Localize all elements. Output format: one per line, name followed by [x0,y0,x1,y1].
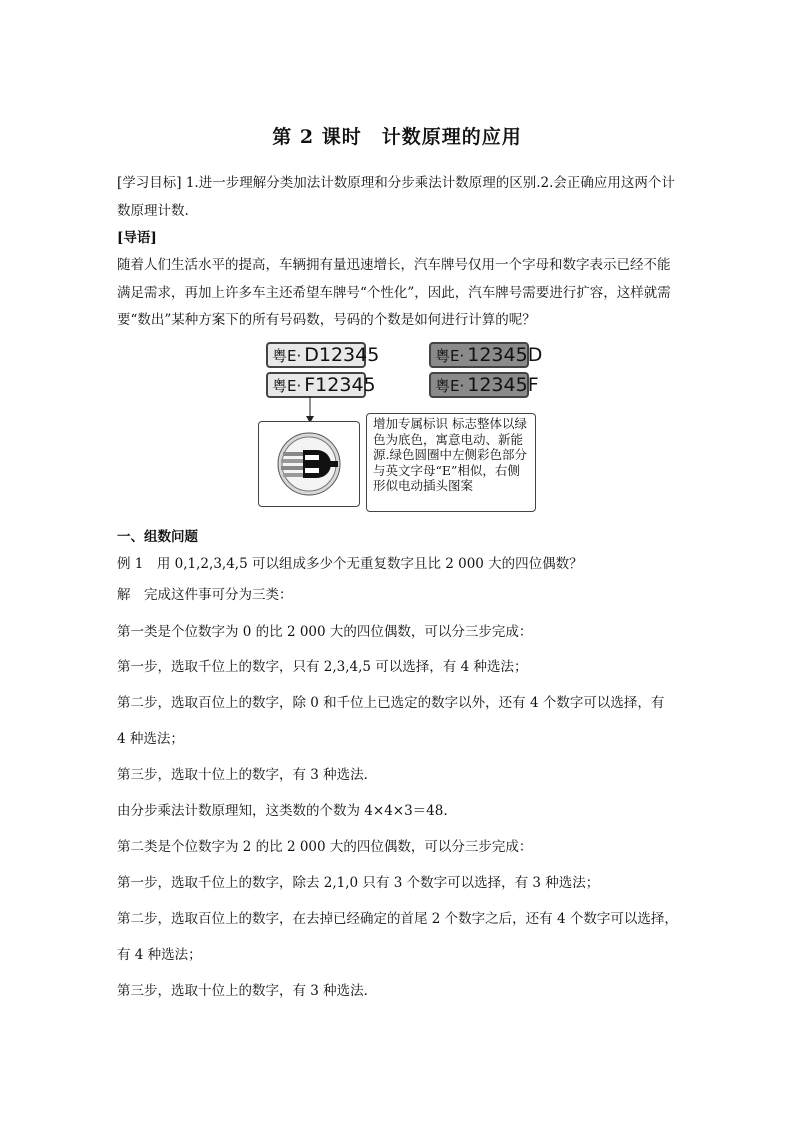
example-1: 例 1 用 0,1,2,3,4,5 可以组成多少个无重复数字且比 2 000 大的四位偶数？ [117,556,583,572]
ev-logo-box [258,421,360,507]
objectives-label: [学习目标] [117,175,182,191]
pointer-arrow [300,396,320,424]
objectives-text: 1.进一步理解分类加法计数原理和分步乘法计数原理的区别.2.会正确应用这两个计数原理计数. [117,175,675,219]
solution-line-6: 第三步，选取十位上的数字，有 3 种选法． [117,767,378,783]
page-title: 第 2 课时 计数原理的应用 [272,126,522,148]
intro-label: [导语] [117,230,157,246]
solution-line-10: 第二步，选取百位上的数字，在去掉已经确定的首尾 2 个数字之后，还有 4 个数字可以选择， [117,911,678,927]
intro-text: 随着人们生活水平的提高，车辆拥有量迅速增长，汽车牌号仅用一个字母和数字表示已经不能满足需求，再加上许多车主还希望车牌号“个性化”，因此，汽车牌号需要进行扩容，这样就需要“数出”某种方案下的所有号码数，号码的个数是如何进行计算的呢？ [117,257,671,328]
ev-plug-logo-icon [259,422,359,506]
license-plate-2: 粤E· F12345 [266,372,366,398]
solution-line-7: 由分步乘法计数原理知，这类数的个数为 4×4×3＝48. [117,803,448,819]
solution-line-1: 解 完成这件事可分为三类： [117,587,293,603]
solution-line-4: 第二步，选取百位上的数字，除 0 和千位上已选定的数字以外，还有 4 个数字可以选择，有 [117,695,665,711]
learning-objectives [117,170,683,225]
solution-line-5: 4 种选法； [117,731,184,747]
solution-line-2: 第一类是个位数字为 0 的比 2 000 大的四位偶数，可以分三步完成： [117,624,533,640]
license-plate-1: 粤E· D12345 [266,342,366,368]
solution-line-11: 有 4 种选法； [117,947,202,963]
solution-line-3: 第一步，选取千位上的数字，只有 2,3,4,5 可以选择，有 4 种选法； [117,659,528,675]
solution-line-8: 第二类是个位数字为 2 的比 2 000 大的四位偶数，可以分三步完成： [117,839,533,855]
solution-line-9: 第一步，选取千位上的数字，除去 2,1,0 只有 3 个数字可以选择，有 3 种选法； [117,875,600,891]
license-plate-4: 粤E· 12345F [429,372,529,398]
section-heading: 一、组数问题 [117,529,198,545]
ev-logo-note: 增加专属标识 标志整体以绿色为底色，寓意电动、新能源.绿色圆圈中左侧彩色部分与英文字母“E”相似，右侧形似电动插头图案 [366,413,536,512]
solution-line-12: 第三步，选取十位上的数字，有 3 种选法． [117,983,378,999]
license-plate-3: 粤E· 12345D [429,342,529,368]
